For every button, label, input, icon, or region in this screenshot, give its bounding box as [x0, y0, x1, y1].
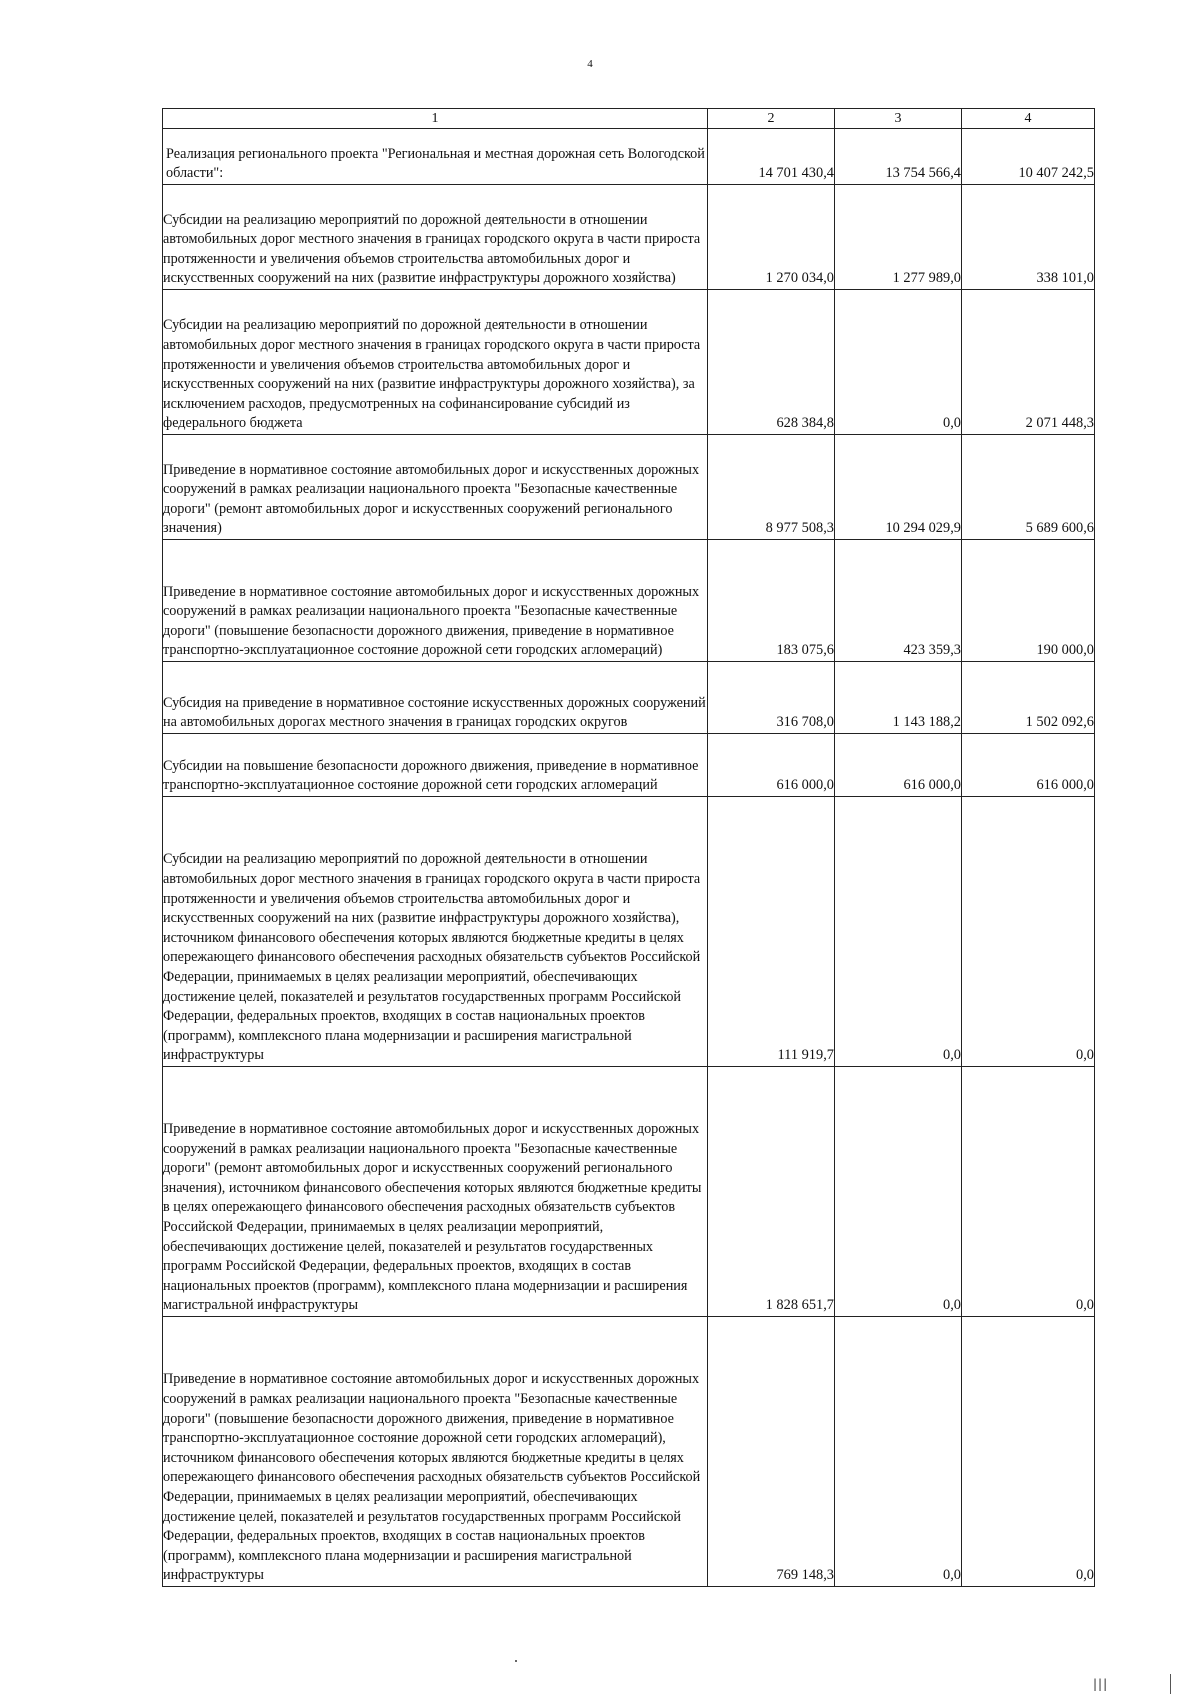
row-value-col-2: 628 384,8 [708, 290, 835, 435]
row-value-col-4: 190 000,0 [962, 540, 1095, 662]
table-row [163, 1317, 1095, 1587]
margin-mark: ||| [1093, 1677, 1109, 1691]
table-row [163, 435, 1095, 540]
row-value-col-4: 0,0 [962, 1317, 1095, 1587]
row-label: Приведение в нормативное состояние автомобильных дорог и искусственных дорожных сооружений в рамках реализации национального проекта "Безопасные качественные дороги" (ремонт автомобильных дорог и искусственных сооружений регионального значения) [163, 435, 708, 540]
header-col-1: 1 [163, 109, 708, 129]
row-label: Субсидии на реализацию мероприятий по дорожной деятельности в отношении автомобильных дорог местного значения в границах городского округа в части прироста протяженности и увеличения объемов строительства автомобильных дорог и искусственных сооружений на них (развитие инфраструктуры дорожного хозяйства), источником финансового обеспечения которых являются бюджетные кредиты в целях опережающего финансового обеспечения расходных обязательств субъектов Российской Федерации, принимаемых в целях реализации мероприятий, обеспечивающих достижение целей, показателей и результатов государственных программ Российской Федерации, федеральных проектов, входящих в состав национальных проектов (программ), комплексного плана модернизации и расширения магистральной инфраструктуры [163, 797, 708, 1067]
row-value-col-3: 0,0 [835, 1067, 962, 1317]
scan-dot-mark [515, 1660, 517, 1662]
row-value-col-3: 616 000,0 [835, 734, 962, 797]
row-value-col-3: 1 277 989,0 [835, 185, 962, 290]
row-label: Реализация регионального проекта "Региональная и местная дорожная сеть Вологодской области": [163, 129, 708, 185]
scan-edge-mark [1170, 1674, 1171, 1694]
row-value-col-3: 423 359,3 [835, 540, 962, 662]
row-value-col-2: 316 708,0 [708, 662, 835, 734]
row-value-col-2: 8 977 508,3 [708, 435, 835, 540]
table-row [163, 797, 1095, 1067]
row-label: Субсидии на реализацию мероприятий по дорожной деятельности в отношении автомобильных дорог местного значения в границах городского округа в части прироста протяженности и увеличения объемов строительства автомобильных дорог и искусственных сооружений на них (развитие инфраструктуры дорожного хозяйства), за исключением расходов, предусмотренных на софинансирование субсидий из федерального бюджета [163, 290, 708, 435]
row-label: Приведение в нормативное состояние автомобильных дорог и искусственных дорожных сооружений в рамках реализации национального проекта "Безопасные качественные дороги" (ремонт автомобильных дорог и искусственных сооружений регионального значения), источником финансового обеспечения которых являются бюджетные кредиты в целях опережающего финансового обеспечения расходных обязательств субъектов Российской Федерации, принимаемых в целях реализации мероприятий, обеспечивающих достижение целей, показателей и результатов государственных программ Российской Федерации, федеральных проектов, входящих в состав национальных проектов (программ), комплексного плана модернизации и расширения магистральной инфраструктуры [163, 1067, 708, 1317]
table-row [163, 662, 1095, 734]
row-value-col-3: 1 143 188,2 [835, 662, 962, 734]
row-value-col-2: 183 075,6 [708, 540, 835, 662]
row-value-col-3: 0,0 [835, 290, 962, 435]
table-row [163, 734, 1095, 797]
row-value-col-2: 769 148,3 [708, 1317, 835, 1587]
row-label: Субсидии на реализацию мероприятий по дорожной деятельности в отношении автомобильных дорог местного значения в границах городского округа в части прироста протяженности и увеличения объемов строительства автомобильных дорог и искусственных сооружений на них (развитие инфраструктуры дорожного хозяйства) [163, 185, 708, 290]
header-col-4: 4 [962, 109, 1095, 129]
row-value-col-4: 1 502 092,6 [962, 662, 1095, 734]
row-value-col-4: 0,0 [962, 797, 1095, 1067]
row-value-col-3: 0,0 [835, 797, 962, 1067]
table-row [163, 129, 1095, 185]
row-label: Субсидии на повышение безопасности дорожного движения, приведение в нормативное транспортно-эксплуатационное состояние дорожной сети городских агломераций [163, 734, 708, 797]
row-value-col-2: 616 000,0 [708, 734, 835, 797]
row-label: Приведение в нормативное состояние автомобильных дорог и искусственных дорожных сооружений в рамках реализации национального проекта "Безопасные качественные дороги" (повышение безопасности дорожного движения, приведение в нормативное транспортно-эксплуатационное состояние дорожной сети городских агломераций) [163, 540, 708, 662]
row-value-col-4: 616 000,0 [962, 734, 1095, 797]
table-row [163, 540, 1095, 662]
row-label: Приведение в нормативное состояние автомобильных дорог и искусственных дорожных сооружений в рамках реализации национального проекта "Безопасные качественные дороги" (повышение безопасности дорожного движения, приведение в нормативное транспортно-эксплуатационное состояние дорожной сети городских агломераций), источником финансового обеспечения которых являются бюджетные кредиты в целях опережающего финансового обеспечения расходных обязательств субъектов Российской Федерации, принимаемых в целях реализации мероприятий, обеспечивающих достижение целей, показателей и результатов государственных программ Российской Федерации, федеральных проектов, входящих в состав национальных проектов (программ), комплексного плана модернизации и расширения магистральной инфраструктуры [163, 1317, 708, 1587]
table-row [163, 185, 1095, 290]
row-value-col-2: 1 828 651,7 [708, 1067, 835, 1317]
header-col-2: 2 [708, 109, 835, 129]
row-value-col-4: 2 071 448,3 [962, 290, 1095, 435]
row-value-col-2: 111 919,7 [708, 797, 835, 1067]
table-row [163, 290, 1095, 435]
row-value-col-2: 1 270 034,0 [708, 185, 835, 290]
page-number: 4 [587, 58, 593, 70]
table-header-row [163, 109, 1095, 129]
table-row [163, 1067, 1095, 1317]
budget-table [162, 108, 1095, 1587]
row-value-col-3: 10 294 029,9 [835, 435, 962, 540]
row-value-col-4: 0,0 [962, 1067, 1095, 1317]
row-value-col-4: 5 689 600,6 [962, 435, 1095, 540]
row-value-col-3: 13 754 566,4 [835, 129, 962, 185]
row-value-col-3: 0,0 [835, 1317, 962, 1587]
row-value-col-2: 14 701 430,4 [708, 129, 835, 185]
row-value-col-4: 10 407 242,5 [962, 129, 1095, 185]
header-col-3: 3 [835, 109, 962, 129]
row-label: Субсидия на приведение в нормативное состояние искусственных дорожных сооружений на автомобильных дорогах местного значения в границах городских округов [163, 662, 708, 734]
row-value-col-4: 338 101,0 [962, 185, 1095, 290]
